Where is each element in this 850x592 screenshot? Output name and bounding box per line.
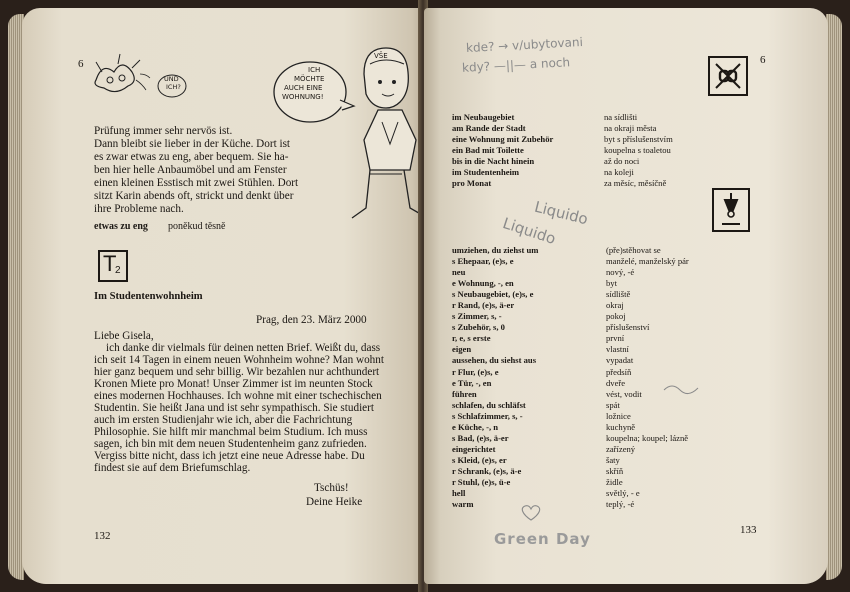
speech-bubble-line1: ICH — [308, 66, 321, 74]
left-corner-number: 6 — [78, 58, 84, 70]
vocab-de: eigen — [452, 344, 472, 355]
pencil-doodle-small — [662, 382, 702, 396]
page-edges-right — [826, 14, 842, 580]
vocab-de: e Tür, -, en — [452, 377, 492, 388]
vocab-cz: pokoj — [606, 311, 626, 322]
vocab-cz: koupelna s toaletou — [604, 145, 671, 156]
vocab-de: r Stuhl, (e)s, ü-e — [452, 476, 511, 487]
letter-line: hier ganz bequem und sehr billig. Wir bezahlen nur achthundert — [94, 366, 380, 378]
vocab-block-1-czech — [604, 112, 673, 189]
pencil-note-middle-1: Liquido — [532, 197, 590, 229]
pencil-note-middle-2: Liquido — [500, 214, 558, 248]
paragraph-line: Dann bleibt sie lieber in der Küche. Dort ist — [94, 138, 291, 150]
speech-bubble-line3: AUCH EINE — [284, 84, 323, 92]
letter-line: eines modernen Hochhauses. Ich wohne mit einer tschechischen — [94, 390, 382, 402]
vocab-cz: skříň — [606, 465, 624, 476]
letter-line: ich danke dir vielmals für deinen netten Brief. Weißt du, dass — [106, 342, 381, 354]
paragraph-line: ihre Probleme nach. — [94, 203, 184, 215]
vocab-block-1-german — [452, 112, 553, 189]
vocab-de: r Schrank, (e)s, ä-e — [452, 465, 522, 476]
vocab-cz: vlastní — [606, 344, 629, 355]
right-page — [424, 8, 828, 584]
vocab-cz: sídliště — [606, 289, 631, 300]
letter-date: Prag, den 23. März 2000 — [256, 314, 367, 326]
vocab-cz: manželé, manželský pár — [606, 256, 689, 267]
vocab-de: warm — [452, 499, 474, 510]
vocab-cz: teplý, -é — [606, 499, 635, 510]
paragraph-line: es zwar etwas zu eng, aber bequem. Sie ha- — [94, 151, 289, 163]
vocab-de: r Flur, (e)s, e — [452, 366, 499, 377]
vocab-cz: první — [606, 333, 625, 344]
vocab-cz: byt — [606, 278, 617, 289]
vocab-cz: zařízený — [606, 443, 636, 454]
vocab-cz: koupelna; koupel; lázně — [606, 432, 689, 443]
vocab-de: s Bad, (e)s, ä-er — [452, 432, 509, 443]
paragraph-line: ben hier helle Anbaumöbel und am Fenster — [94, 164, 287, 176]
section-icon-subscript: 2 — [115, 265, 121, 276]
vocab-de: eine Wohnung mit Zubehör — [452, 134, 554, 145]
section-icon-t2 — [98, 250, 128, 282]
vocab-de: ein Bad mit Toilette — [452, 145, 524, 156]
doodle-bubble-line1: UND — [164, 75, 179, 83]
vocab-de: am Rande der Stadt — [452, 123, 526, 134]
vocab-cz: za měsíc, měsíčně — [604, 178, 667, 189]
letter-line: Kronen Miete pro Monat! Unser Zimmer ist im neunten Stock — [94, 378, 373, 390]
chain-icon — [708, 56, 748, 96]
vocab-de: im Neubaugebiet — [452, 112, 515, 122]
right-page-number: 133 — [740, 524, 757, 536]
pencil-note-top-1: kde? → v/ubytovani — [465, 34, 584, 56]
vocab-cz: až do noci — [604, 156, 640, 167]
vocab-de: hell — [452, 488, 466, 499]
vocab-cz: ložnice — [606, 410, 631, 421]
vocab-cz: spát — [606, 399, 620, 410]
vocab-de: im Studentenheim — [452, 167, 520, 178]
pencil-heart — [520, 504, 542, 522]
gloss-translation: poněkud těsně — [168, 221, 226, 232]
figure-tag: VŠE — [374, 52, 388, 60]
vocab-de: s Ehepaar, (e)s, e — [452, 256, 514, 267]
vocab-de: pro Monat — [452, 178, 492, 189]
vocab-cz: (pře)stěhovat se — [606, 245, 661, 255]
gloss-term: etwas zu eng — [94, 221, 148, 232]
section-title: Im Studentenwohnheim — [94, 291, 203, 302]
vocab-cz: na koleji — [604, 167, 634, 178]
letter-line: ich seit 14 Tagen in einem neuen Wohnheim wohne? Man wohnt — [94, 354, 384, 366]
vocab-cz: vést, vodit — [606, 388, 642, 399]
pencil-note-top-2: kdy? —||— a noch — [461, 55, 571, 75]
doodle-drawing — [88, 50, 198, 110]
paragraph-line: Prüfung immer sehr nervös ist. — [94, 125, 233, 137]
vocab-cz: příslušenství — [606, 322, 650, 333]
vocab-de: s Zubehör, s, 0 — [452, 322, 505, 333]
paragraph-line: sitzt Karin abends oft, strickt und denkt über — [94, 190, 294, 202]
vocab-cz: židle — [606, 476, 623, 487]
vocab-cz: dveře — [606, 377, 626, 388]
lamp-icon — [712, 188, 750, 232]
vocab-de: s Neubaugebiet, (e)s, e — [452, 289, 534, 300]
letter-line: Studentin. Sie heißt Jana und ist sehr sympathisch. Sie studiert — [94, 402, 374, 414]
letter-line: Vergiss bitte nicht, dass ich jetzt eine neue Adresse habe. Du — [94, 450, 365, 462]
doodle-bubble-line2: ICH? — [166, 83, 181, 91]
vocab-cz: vypadat — [606, 355, 634, 366]
speech-bubble-line4: WOHNUNG! — [282, 93, 324, 101]
left-page — [22, 8, 424, 584]
vocab-de: s Schlafzimmer, s, - — [452, 410, 523, 421]
vocab-cz: na sídlišti — [604, 112, 638, 122]
letter-closing: Tschüs! — [314, 482, 349, 494]
vocab-cz: okraj — [606, 300, 624, 311]
vocab-cz: šaty — [606, 454, 620, 465]
pencil-note-bottom: Green Day — [494, 530, 591, 548]
letter-signature: Deine Heike — [306, 496, 363, 508]
letter-line: Philosophie. Sie hilft mir manchmal beim Studium. Ich muss — [94, 426, 368, 438]
letter-salutation: Liebe Gisela, — [94, 330, 154, 342]
vocab-de: neu — [452, 267, 466, 278]
letter-line: auch im ersten Studienjahr wie ich, aber die Fachrichtung — [94, 414, 353, 426]
right-corner-number: 6 — [760, 54, 766, 66]
vocab-cz: předsíň — [606, 366, 632, 377]
vocab-cz: světlý, - e — [606, 488, 640, 499]
letter-line: sagen, ich bin mit dem neuen Studentenheim ganz zufrieden. — [94, 438, 367, 450]
letter-line: findest sie auf dem Briefumschlag. — [94, 462, 251, 474]
speech-bubble-line2: MÖCHTE — [294, 75, 325, 83]
vocab-de: s Zimmer, s, - — [452, 311, 502, 322]
vocab-de: r, e, s erste — [452, 333, 491, 344]
vocab-de: r Rand, (e)s, ä-er — [452, 300, 515, 311]
vocab-de: bis in die Nacht hinein — [452, 156, 535, 167]
vocab-de: eingerichtet — [452, 443, 496, 454]
left-page-number: 132 — [94, 530, 111, 542]
vocab-de: schlafen, du schläfst — [452, 399, 526, 410]
vocab-de: e Wohnung, -, en — [452, 278, 514, 289]
vocab-de: umziehen, du ziehst um — [452, 245, 539, 255]
vocab-cz: byt s příslušenstvím — [604, 134, 673, 145]
section-icon-letter: T — [103, 251, 117, 276]
vocab-cz: kuchyně — [606, 421, 636, 432]
vocab-de: s Kleid, (e)s, er — [452, 454, 507, 465]
vocab-de: führen — [452, 388, 477, 399]
vocab-cz: nový, -é — [606, 267, 635, 278]
vocab-block-2-german — [452, 245, 538, 510]
vocab-block-2-czech — [606, 245, 689, 510]
vocab-cz: na okraji města — [604, 123, 657, 134]
vocab-de: aussehen, du siehst aus — [452, 355, 537, 366]
paragraph-line: einen kleinen Esstisch mit zwei Stühlen. Dort — [94, 177, 299, 189]
vocab-de: e Küche, -, n — [452, 421, 499, 432]
